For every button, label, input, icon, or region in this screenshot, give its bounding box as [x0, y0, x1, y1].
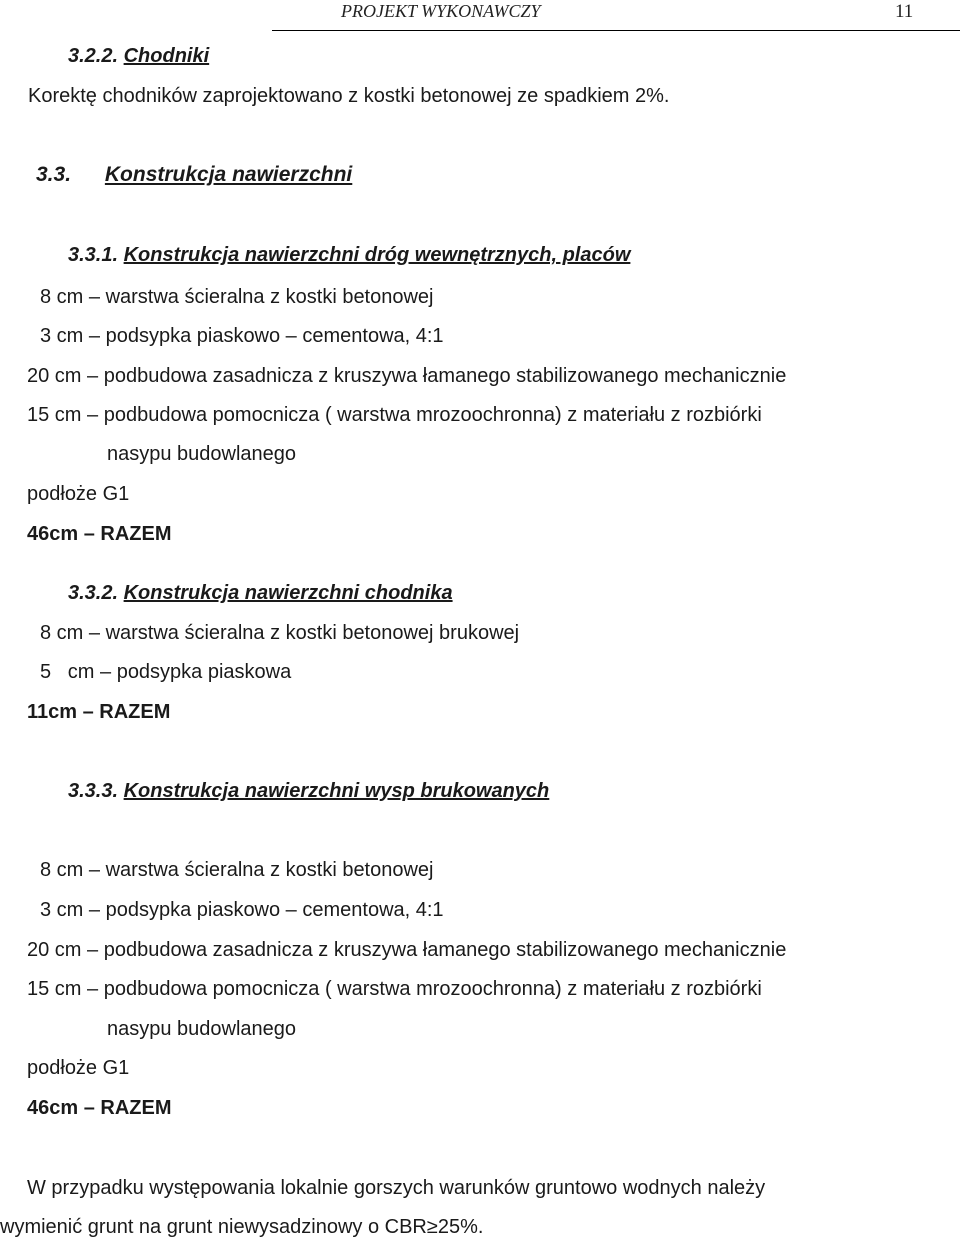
- section-number: 3.3.2.: [68, 582, 119, 604]
- section-title: Konstrukcja nawierzchni: [104, 163, 353, 186]
- total-thickness: 11cm – RAZEM: [27, 701, 171, 723]
- layer-item: 20 cm – podbudowa zasadnicza z kruszywa łamanego stabilizowanego mechanicznie: [27, 365, 787, 387]
- header-title: PROJEKT WYKONAWCZY: [341, 1, 541, 21]
- layer-item: 15 cm – podbudowa pomocnicza ( warstwa mrozoochronna) z materiału z rozbiórki: [27, 978, 762, 1000]
- section-3-3-2-heading: [68, 583, 453, 603]
- section-3-3-heading: [36, 164, 352, 185]
- paragraph: Korektę chodników zaprojektowano z kostki betonowej ze spadkiem 2%.: [28, 85, 670, 107]
- layer-item-continuation: nasypu budowlanego: [107, 443, 297, 465]
- note-paragraph-line: wymienić grunt na grunt niewysadzinowy o CBR≥25%.: [0, 1216, 484, 1238]
- layer-item: podłoże G1: [27, 483, 130, 505]
- note-paragraph-line: W przypadku występowania lokalnie gorszych warunków gruntowo wodnych należy: [27, 1177, 766, 1199]
- section-3-3-1-heading: [68, 245, 630, 265]
- layer-item: 8 cm – warstwa ścieralna z kostki betonowej: [40, 859, 434, 881]
- layer-item-continuation: nasypu budowlanego: [107, 1018, 297, 1040]
- section-title: Konstrukcja nawierzchni dróg wewnętrznych, placów: [123, 244, 631, 266]
- section-number: 3.3.3.: [68, 780, 119, 802]
- section-number: 3.3.1.: [68, 244, 119, 266]
- section-number: 3.3.: [36, 163, 72, 186]
- layer-item: 15 cm – podbudowa pomocnicza ( warstwa mrozoochronna) z materiału z rozbiórki: [27, 404, 762, 426]
- section-title: Konstrukcja nawierzchni chodnika: [123, 582, 453, 604]
- page-number: 11: [895, 1, 914, 22]
- layer-item: 3 cm – podsypka piaskowo – cementowa, 4:1: [40, 325, 444, 347]
- layer-item: podłoże G1: [27, 1057, 130, 1079]
- layer-item: 8 cm – warstwa ścieralna z kostki betonowej brukowej: [40, 622, 520, 644]
- header-divider: [272, 30, 960, 31]
- total-thickness: 46cm – RAZEM: [27, 1097, 172, 1119]
- layer-item: 8 cm – warstwa ścieralna z kostki betonowej: [40, 286, 434, 308]
- section-title: Konstrukcja nawierzchni wysp brukowanych: [123, 780, 550, 802]
- section-number: 3.2.2.: [68, 45, 119, 67]
- layer-item: 3 cm – podsypka piaskowo – cementowa, 4:1: [40, 899, 444, 921]
- section-title: Chodniki: [123, 45, 210, 67]
- total-thickness: 46cm – RAZEM: [27, 523, 172, 545]
- layer-item: 20 cm – podbudowa zasadnicza z kruszywa łamanego stabilizowanego mechanicznie: [27, 939, 787, 961]
- layer-item: 5 cm – podsypka piaskowa: [40, 661, 292, 683]
- section-3-2-2-heading: [68, 46, 209, 66]
- section-3-3-3-heading: [68, 781, 549, 801]
